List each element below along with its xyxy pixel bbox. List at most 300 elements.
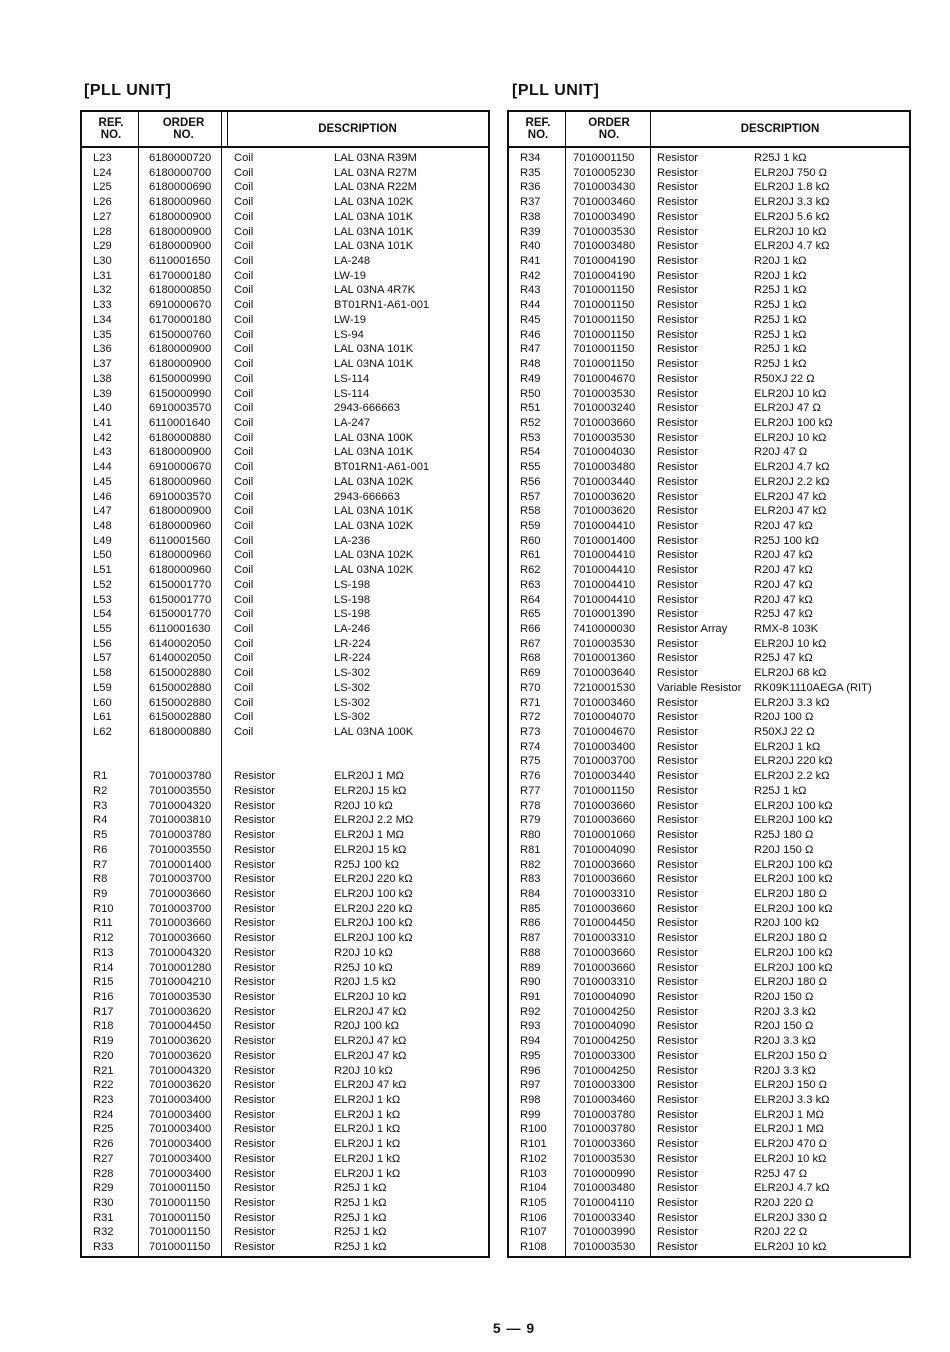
part-type-cell: Resistor <box>657 299 699 312</box>
table-row <box>509 872 909 887</box>
part-type-cell: Coil <box>234 402 254 415</box>
order-no-cell: 7010001150 <box>573 284 635 297</box>
part-spec-cell: ELR20J 10 kΩ <box>754 637 827 650</box>
ref-no-cell: R11 <box>93 917 113 930</box>
order-no-cell: 7010001150 <box>149 1197 211 1210</box>
order-no-cell: 6180000900 <box>149 240 212 253</box>
order-no-cell: 6180000900 <box>149 343 212 356</box>
ref-no-cell: R30 <box>93 1197 114 1210</box>
part-spec-cell: ELR20J 180 Ω <box>754 932 828 945</box>
table-row <box>82 637 488 652</box>
part-type-cell: Resistor <box>657 637 699 650</box>
part-type-cell: Resistor <box>657 269 699 282</box>
part-spec-cell: R20J 3.3 kΩ <box>754 1005 816 1018</box>
ref-no-cell: R108 <box>520 1241 547 1254</box>
part-spec-cell: ELR20J 15 kΩ <box>334 784 407 797</box>
order-no-cell: 6140002050 <box>149 637 212 650</box>
part-type-cell: Resistor <box>234 829 276 842</box>
order-no-cell: 7010001150 <box>149 1182 211 1195</box>
ref-no-cell: R15 <box>93 976 114 989</box>
ref-no-cell: L60 <box>93 696 112 709</box>
part-spec-cell: R20J 100 kΩ <box>334 1020 399 1033</box>
ref-no-cell: R24 <box>93 1108 114 1121</box>
part-spec-cell: R20J 3.3 kΩ <box>754 1064 816 1077</box>
part-type-cell: Coil <box>234 284 254 297</box>
order-no-cell: 6180000880 <box>149 726 212 739</box>
part-type-cell: Resistor <box>657 1211 699 1224</box>
part-spec-cell: R25J 1 kΩ <box>334 1211 387 1224</box>
part-type-cell: Resistor <box>234 887 276 900</box>
part-spec-cell: R25J 47 kΩ <box>754 652 813 665</box>
order-no-cell: 7010003620 <box>573 505 636 518</box>
ref-no-cell: R10 <box>93 902 114 915</box>
part-spec-cell: ELR20J 470 Ω <box>754 1138 828 1151</box>
part-type-cell: Resistor <box>657 549 699 562</box>
ref-no-cell: L34 <box>93 313 112 326</box>
part-spec-cell: ELR20J 10 kΩ <box>754 431 827 444</box>
part-type-cell: Resistor <box>657 608 699 621</box>
ref-no-cell: R67 <box>520 637 541 650</box>
part-type-cell: Resistor <box>234 946 276 959</box>
order-no-cell: 7010003400 <box>149 1138 212 1151</box>
order-no-cell: 6180000900 <box>149 446 212 459</box>
part-type-cell: Coil <box>234 431 254 444</box>
table-row <box>509 902 909 917</box>
order-no-cell: 6180000900 <box>149 505 212 518</box>
ref-no-cell: R42 <box>520 269 541 282</box>
order-no-cell: 7010004410 <box>573 593 636 606</box>
order-no-cell: 6150000760 <box>149 328 212 341</box>
table-row <box>509 563 909 578</box>
table-row <box>82 460 488 475</box>
ref-no-cell: R32 <box>93 1226 114 1239</box>
table-row <box>509 416 909 431</box>
part-spec-cell: R20J 10 kΩ <box>334 799 393 812</box>
part-type-cell: Coil <box>234 372 254 385</box>
table-row <box>82 151 488 166</box>
table-row <box>509 593 909 608</box>
part-spec-cell: LA-248 <box>334 255 371 268</box>
ref-no-cell: R27 <box>93 1152 114 1165</box>
table-row <box>82 1005 488 1020</box>
part-spec-cell: BT01RN1-A61-001 <box>334 299 430 312</box>
part-spec-cell: ELR20J 1 MΩ <box>754 1108 824 1121</box>
ref-no-cell: R53 <box>520 431 541 444</box>
table-row <box>509 1167 909 1182</box>
table-row <box>82 754 488 769</box>
table-row <box>509 387 909 402</box>
ref-no-cell: R12 <box>93 932 114 945</box>
part-spec-cell: ELR20J 1 kΩ <box>754 740 821 753</box>
part-type-cell: Coil <box>234 269 254 282</box>
part-spec-cell: ELR20J 100 kΩ <box>334 887 413 900</box>
table-row <box>82 902 488 917</box>
ref-no-cell: L44 <box>93 461 112 474</box>
part-type-cell: Resistor <box>657 225 699 238</box>
ref-no-cell: L29 <box>93 240 112 253</box>
order-no-cell: 7010003400 <box>149 1108 212 1121</box>
part-type-cell: Resistor <box>657 858 699 871</box>
table-row <box>509 1225 909 1240</box>
table-row <box>82 710 488 725</box>
ref-no-cell: R103 <box>520 1167 547 1180</box>
part-spec-cell: ELR20J 2.2 kΩ <box>754 770 830 783</box>
ref-no-cell: L55 <box>93 623 112 635</box>
order-no-cell: 7010003620 <box>149 1079 212 1092</box>
part-type-cell: Resistor <box>657 240 699 253</box>
part-type-cell: Resistor <box>657 1197 699 1210</box>
part-spec-cell: LAL 03NA 101K <box>334 505 414 518</box>
ref-no-cell: L38 <box>93 372 112 385</box>
table-row <box>82 607 488 622</box>
order-no-cell: 7010003530 <box>573 431 636 444</box>
table-row <box>509 813 909 828</box>
order-no-cell: 7010004090 <box>573 1020 636 1033</box>
table-row <box>82 475 488 490</box>
ref-no-cell: R25 <box>93 1123 114 1136</box>
ref-no-cell: R83 <box>520 873 541 886</box>
order-no-cell: 7010001150 <box>149 1211 211 1224</box>
ref-no-cell: L61 <box>93 711 112 724</box>
part-type-cell: Resistor <box>234 990 276 1003</box>
order-no-cell: 6150002880 <box>149 696 212 709</box>
order-no-cell: 7010004410 <box>573 578 636 591</box>
column-divider <box>227 112 228 146</box>
order-no-cell: 7010004210 <box>149 976 212 989</box>
table-row <box>509 1152 909 1167</box>
order-no-cell: 7010004070 <box>573 711 636 724</box>
part-type-cell: Resistor <box>657 829 699 842</box>
part-spec-cell: LAL 03NA 102K <box>334 549 414 562</box>
ref-no-cell: R61 <box>520 549 541 562</box>
part-spec-cell: LA-236 <box>334 534 371 547</box>
part-spec-cell: R25J 1 kΩ <box>754 328 807 341</box>
table-row <box>509 1078 909 1093</box>
table-row <box>509 828 909 843</box>
part-type-cell: Resistor <box>234 858 276 871</box>
order-no-cell: 7010003620 <box>149 1005 212 1018</box>
order-no-cell: 6110001560 <box>149 534 211 547</box>
col-description: DESCRIPTION <box>740 123 820 135</box>
part-spec-cell: R20J 1.5 kΩ <box>334 976 396 989</box>
part-type-cell: Resistor <box>657 990 699 1003</box>
table-row <box>509 1211 909 1226</box>
col-description: DESCRIPTION <box>318 123 397 135</box>
part-spec-cell: R20J 100 kΩ <box>754 917 819 930</box>
order-no-cell: 7210001530 <box>573 681 636 694</box>
order-no-cell: 7010003660 <box>573 416 636 429</box>
order-no-cell: 7010001150 <box>573 784 635 797</box>
part-spec-cell: ELR20J 10 kΩ <box>754 1241 827 1254</box>
part-spec-cell: ELR20J 1.8 kΩ <box>754 181 830 194</box>
ref-no-cell: R39 <box>520 225 541 238</box>
col-order-no: ORDER NO. <box>588 117 630 141</box>
ref-no-cell: R29 <box>93 1182 114 1195</box>
part-type-cell: Resistor <box>234 814 276 827</box>
table-row <box>509 475 909 490</box>
table-row <box>509 298 909 313</box>
table-row <box>509 1108 909 1123</box>
order-no-cell: 7010001400 <box>573 534 636 547</box>
ref-no-cell: R44 <box>520 299 541 312</box>
part-spec-cell: LAL 03NA 101K <box>334 210 414 223</box>
part-spec-cell: ELR20J 47 kΩ <box>334 1049 407 1062</box>
ref-no-cell: R80 <box>520 829 541 842</box>
part-type-cell: Resistor <box>657 328 699 341</box>
part-type-cell: Resistor <box>657 210 699 223</box>
part-spec-cell: ELR20J 220 kΩ <box>334 873 413 886</box>
part-spec-cell: LS-198 <box>334 578 371 591</box>
part-type-cell: Resistor <box>657 505 699 518</box>
part-type-cell: Resistor <box>234 1064 276 1077</box>
ref-no-cell: L58 <box>93 667 112 680</box>
ref-no-cell: L49 <box>93 534 112 547</box>
part-type-cell: Resistor <box>657 902 699 915</box>
order-no-cell: 7010004110 <box>573 1197 635 1210</box>
order-no-cell: 7010003640 <box>573 667 636 680</box>
part-type-cell: Resistor <box>657 1226 699 1239</box>
ref-no-cell: L25 <box>93 181 112 194</box>
part-spec-cell: ELR20J 4.7 kΩ <box>754 461 830 474</box>
ref-no-cell: L43 <box>93 446 112 459</box>
part-spec-cell: R20J 1 kΩ <box>754 255 807 268</box>
ref-no-cell: R16 <box>93 990 114 1003</box>
table-row <box>509 504 909 519</box>
ref-no-cell: R98 <box>520 1094 541 1106</box>
part-type-cell: Resistor <box>657 564 699 577</box>
ref-no-cell: R21 <box>93 1064 114 1077</box>
part-type-cell: Resistor <box>657 799 699 812</box>
table-row <box>509 328 909 343</box>
part-spec-cell: LW-19 <box>334 269 366 282</box>
ref-no-cell: R88 <box>520 946 541 959</box>
ref-no-cell: R52 <box>520 416 541 429</box>
part-spec-cell: R20J 47 kΩ <box>754 564 813 577</box>
order-no-cell: 7010003780 <box>573 1108 636 1121</box>
col-order-no: ORDER NO. <box>162 117 205 141</box>
part-type-cell: Coil <box>234 210 254 223</box>
part-spec-cell: ELR20J 5.6 kΩ <box>754 210 830 223</box>
table-row <box>509 1181 909 1196</box>
part-spec-cell: ELR20J 100 kΩ <box>754 961 833 974</box>
order-no-cell: 7010003660 <box>573 961 636 974</box>
part-spec-cell: ELR20J 15 kΩ <box>334 843 407 856</box>
ref-no-cell: L47 <box>93 505 112 518</box>
order-no-cell: 7010003660 <box>149 917 212 930</box>
table-row <box>509 210 909 225</box>
ref-no-cell: R107 <box>520 1226 547 1239</box>
part-type-cell: Resistor <box>234 1094 276 1106</box>
part-type-cell: Resistor <box>657 1108 699 1121</box>
part-spec-cell: ELR20J 47 kΩ <box>754 490 827 503</box>
part-type-cell: Resistor <box>657 461 699 474</box>
order-no-cell: 7010001150 <box>573 343 635 356</box>
part-spec-cell: LAL 03NA R27M <box>334 166 417 179</box>
order-no-cell: 7010004410 <box>573 519 636 532</box>
part-type-cell: Coil <box>234 240 254 253</box>
order-no-cell: 7010001390 <box>573 608 636 621</box>
part-type-cell: Coil <box>234 711 254 724</box>
table-row <box>82 858 488 873</box>
part-type-cell: Resistor <box>657 1152 699 1165</box>
table-row <box>509 151 909 166</box>
ref-no-cell: L62 <box>93 726 112 739</box>
part-type-cell: Resistor <box>657 976 699 989</box>
part-spec-cell: 2943-666663 <box>334 402 400 415</box>
part-type-cell: Resistor <box>657 814 699 827</box>
ref-no-cell: L54 <box>93 608 112 621</box>
part-spec-cell: LAL 03NA 101K <box>334 225 414 238</box>
part-spec-cell: LS-114 <box>334 372 370 385</box>
table-row <box>82 225 488 240</box>
table-row <box>82 769 488 784</box>
order-no-cell: 6910003570 <box>149 490 212 503</box>
part-type-cell: Resistor <box>234 961 276 974</box>
order-no-cell: 6110001640 <box>149 416 211 429</box>
ref-no-cell: R45 <box>520 313 541 326</box>
part-type-cell: Resistor <box>234 1241 276 1254</box>
order-no-cell: 6910000670 <box>149 299 212 312</box>
part-spec-cell: LS-302 <box>334 696 371 709</box>
part-type-cell: Resistor <box>234 1049 276 1062</box>
ref-no-cell: R26 <box>93 1138 114 1151</box>
order-no-cell: 6150002880 <box>149 711 212 724</box>
order-no-cell: 7010003780 <box>573 1123 636 1136</box>
part-type-cell: Resistor <box>234 1005 276 1018</box>
table-row <box>509 445 909 460</box>
ref-no-cell: L26 <box>93 196 112 209</box>
order-no-cell: 7010003530 <box>573 387 636 400</box>
part-type-cell: Resistor <box>657 946 699 959</box>
ref-no-cell: R95 <box>520 1049 541 1062</box>
table-row <box>82 990 488 1005</box>
ref-no-cell: L39 <box>93 387 112 400</box>
order-no-cell: 7010005230 <box>573 166 636 179</box>
table-row <box>509 225 909 240</box>
ref-no-cell: R84 <box>520 887 541 900</box>
order-no-cell: 7010001150 <box>573 152 635 164</box>
order-no-cell: 7010001150 <box>573 299 635 312</box>
table-row <box>82 1137 488 1152</box>
table-body <box>82 151 488 1255</box>
order-no-cell: 7010003660 <box>149 887 212 900</box>
part-type-cell: Coil <box>234 255 254 268</box>
order-no-cell: 6170000180 <box>149 269 212 282</box>
order-no-cell: 6140002050 <box>149 652 212 665</box>
part-type-cell: Resistor <box>657 755 699 768</box>
part-spec-cell: LAL 03NA R22M <box>334 181 417 194</box>
order-no-cell: 7010003530 <box>573 1241 636 1254</box>
part-spec-cell: ELR20J 2.2 MΩ <box>334 814 414 827</box>
part-type-cell: Resistor <box>234 1020 276 1033</box>
order-no-cell: 7010004410 <box>573 564 636 577</box>
order-no-cell: 6150000990 <box>149 387 212 400</box>
part-spec-cell: LAL 03NA 101K <box>334 446 414 459</box>
table-row <box>82 1122 488 1137</box>
part-type-cell: Coil <box>234 534 254 547</box>
part-type-cell: Coil <box>234 519 254 532</box>
table-row <box>509 342 909 357</box>
part-type-cell: Resistor <box>657 652 699 665</box>
ref-no-cell: R50 <box>520 387 541 400</box>
part-type-cell: Resistor <box>657 843 699 856</box>
part-type-cell: Resistor <box>234 770 276 783</box>
table-row <box>509 460 909 475</box>
part-spec-cell: RK09K1110AEGA (RIT) <box>754 681 872 694</box>
table-row <box>82 799 488 814</box>
table-row <box>82 328 488 343</box>
part-type-cell: Resistor <box>234 1035 276 1048</box>
part-spec-cell: ELR20J 47 kΩ <box>334 1035 407 1048</box>
part-spec-cell: ELR20J 4.7 kΩ <box>754 240 830 253</box>
table-body <box>509 151 909 1255</box>
table-row <box>509 195 909 210</box>
order-no-cell: 6180000700 <box>149 166 212 179</box>
ref-no-cell: R68 <box>520 652 541 665</box>
table-row <box>82 1225 488 1240</box>
part-spec-cell: R25J 1 kΩ <box>334 1241 387 1254</box>
part-type-cell: Resistor <box>657 284 699 297</box>
ref-no-cell: R81 <box>520 843 541 856</box>
ref-no-cell: L52 <box>93 578 112 591</box>
table-row <box>509 1240 909 1255</box>
part-spec-cell: ELR20J 100 kΩ <box>334 917 413 930</box>
table-row <box>509 269 909 284</box>
part-spec-cell: ELR20J 100 kΩ <box>754 416 833 429</box>
ref-no-cell: R22 <box>93 1079 114 1092</box>
table-row <box>82 725 488 740</box>
ref-no-cell: R33 <box>93 1241 114 1254</box>
table-row <box>82 1196 488 1211</box>
part-type-cell: Coil <box>234 578 254 591</box>
order-no-cell: 7010004250 <box>573 1064 636 1077</box>
table-row <box>509 946 909 961</box>
table-row <box>509 887 909 902</box>
col-ref-no: REF. NO. <box>525 117 551 141</box>
table-row <box>509 666 909 681</box>
part-type-cell: Coil <box>234 726 254 739</box>
table-row <box>82 1108 488 1123</box>
table-row <box>82 740 488 755</box>
order-no-cell: 7010003460 <box>573 696 636 709</box>
table-row <box>509 961 909 976</box>
ref-no-cell: R38 <box>520 210 541 223</box>
order-no-cell: 7010003430 <box>573 181 636 194</box>
part-type-cell: Resistor <box>657 255 699 268</box>
ref-no-cell: R69 <box>520 667 541 680</box>
part-spec-cell: R20J 47 kΩ <box>754 549 813 562</box>
table-row <box>509 254 909 269</box>
order-no-cell: 7010003400 <box>149 1152 212 1165</box>
part-spec-cell: LAL 03NA 102K <box>334 196 414 209</box>
part-spec-cell: ELR20J 100 kΩ <box>754 946 833 959</box>
table-row <box>82 696 488 711</box>
part-type-cell: Coil <box>234 358 254 371</box>
part-type-cell: Resistor <box>234 1211 276 1224</box>
order-no-cell: 7410000030 <box>573 623 636 635</box>
ref-no-cell: L30 <box>93 255 112 268</box>
ref-no-cell: R92 <box>520 1005 541 1018</box>
part-type-cell: Resistor Array <box>657 623 728 635</box>
order-no-cell: 7010004090 <box>573 843 636 856</box>
table-row <box>82 872 488 887</box>
part-type-cell: Coil <box>234 328 254 341</box>
part-spec-cell: LW-19 <box>334 313 366 326</box>
order-no-cell: 6180000960 <box>149 549 212 562</box>
order-no-cell: 6180000850 <box>149 284 212 297</box>
order-no-cell: 7010001360 <box>573 652 636 665</box>
part-type-cell: Resistor <box>657 1049 699 1062</box>
